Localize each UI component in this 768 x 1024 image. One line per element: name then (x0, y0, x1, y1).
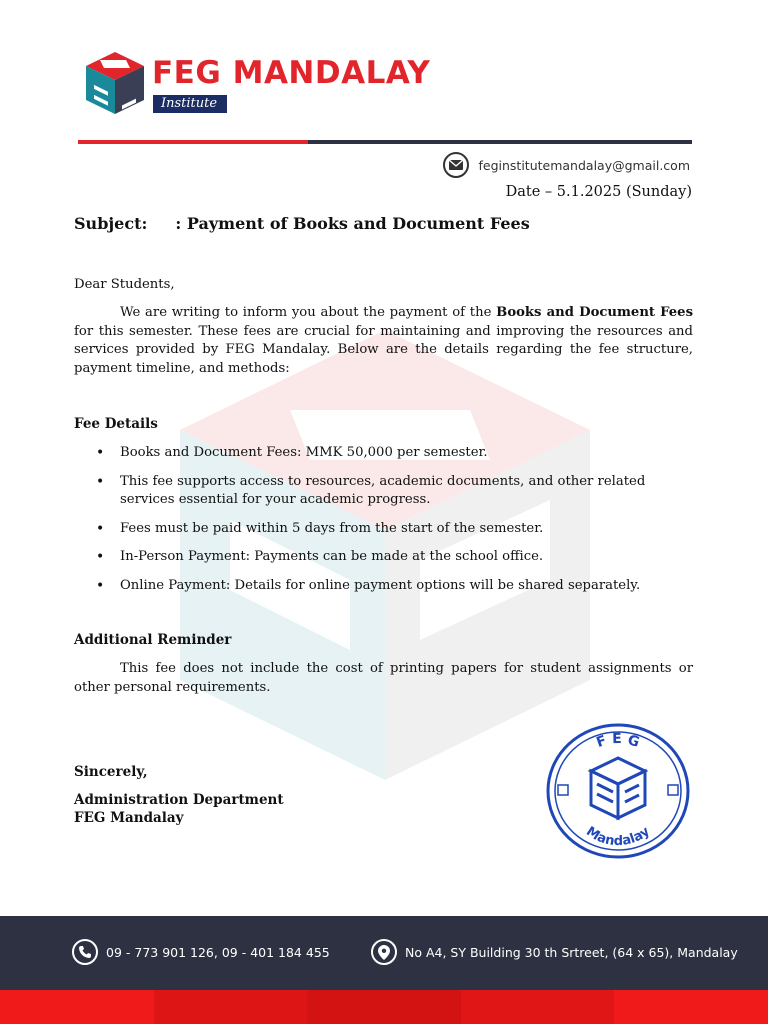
official-stamp (545, 722, 691, 860)
brand-subtitle: Institute (153, 95, 227, 113)
reminder-text: This fee does not include the cost of printing papers for student assignments or other personal requirements. (74, 661, 693, 695)
signature-department: Administration Department (74, 792, 284, 808)
footer-red-band (0, 990, 768, 1024)
footer-bar (0, 916, 768, 990)
feg-logo-icon (84, 50, 146, 116)
intro-paragraph (74, 304, 693, 378)
stamp-logo-icon (591, 758, 645, 818)
intro-text-part2: for this semester. These fees are crucial for maintaining and improving the resources and services provided by FEG Mandalay. Below are the details regarding the fee structure, payment timeline, and methods: (74, 323, 693, 376)
email-address[interactable]: feginstitutemandalay@gmail.com (478, 157, 690, 173)
address-text: No A4, SY Building 30 th Srtreet, (64 x 65), Mandalay (405, 944, 738, 960)
closing: Sincerely, (74, 764, 148, 780)
footer-address (371, 939, 738, 965)
phone-numbers[interactable]: 09 - 773 901 126, 09 - 401 184 455 (106, 944, 330, 960)
signature-organization: FEG Mandalay (74, 810, 184, 826)
fee-details-heading: Fee Details (74, 416, 158, 432)
stamp-bottom-text: Mandalay (583, 824, 653, 850)
subject-value: : Payment of Books and Document Fees (175, 214, 530, 233)
signature-block (74, 791, 284, 827)
stamp-top-text: F E G (594, 730, 642, 751)
reminder-paragraph (74, 660, 693, 697)
list-item: • Online Payment: Details for online payment options will be shared separately. (96, 577, 641, 594)
list-item: • In-Person Payment: Payments can be made at the school office. (96, 549, 544, 565)
subject-line (74, 214, 530, 233)
phone-icon (72, 939, 98, 965)
list-item: • Books and Document Fees: MMK 50,000 per semester. (96, 445, 488, 461)
list-item: • Fees must be paid within 5 days from the start of the semester. (96, 520, 544, 537)
reminder-heading: Additional Reminder (74, 632, 232, 648)
footer-phone (72, 939, 330, 965)
intro-text-part1: We are writing to inform you about the payment of the (120, 305, 497, 320)
brand-name: FEG MANDALAY (152, 55, 431, 91)
location-pin-icon (371, 939, 397, 965)
email-contact (443, 152, 691, 178)
fee-details-list (74, 444, 694, 605)
intro-text-bold: Books and Document Fees (496, 305, 693, 320)
greeting: Dear Students, (74, 277, 175, 292)
header-rule-red (78, 140, 308, 144)
letter-date: Date – 5.1.2025 (Sunday) (505, 184, 692, 200)
subject-label: Subject: (74, 214, 148, 233)
header-rule-navy (308, 140, 692, 144)
envelope-icon (443, 152, 469, 178)
list-item: • This fee supports access to resources, academic documents, and other related services essential for your academic progress. (96, 473, 646, 507)
